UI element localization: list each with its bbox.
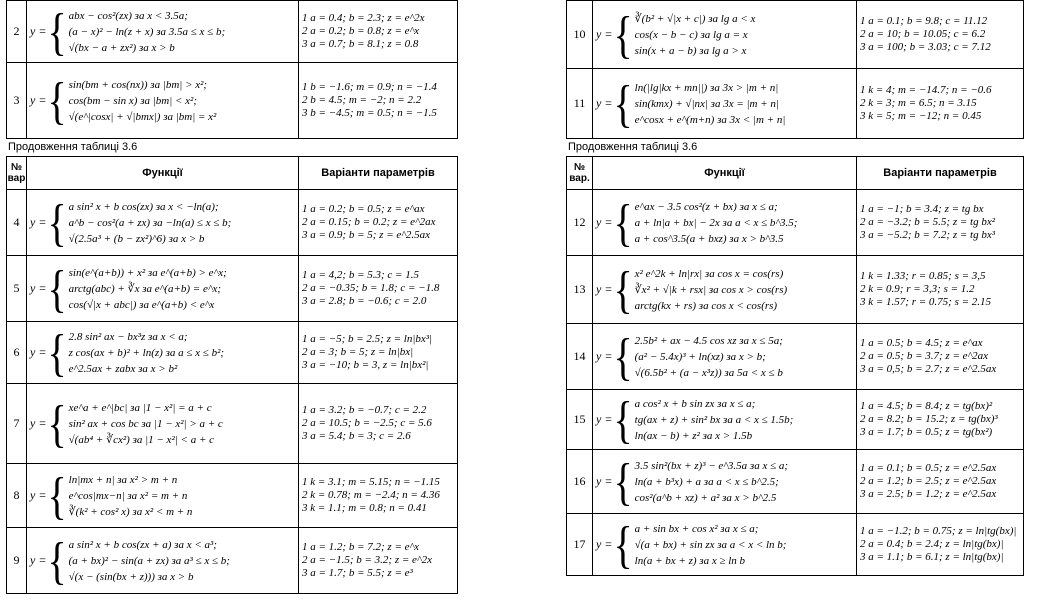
variant-number: 11 xyxy=(567,69,593,139)
parameter-variant: 1 k = 3.1; m = 5.15; n = −1.15 xyxy=(302,476,440,488)
parameters-cell xyxy=(299,322,458,384)
parameters-cell xyxy=(299,528,458,594)
left-brace: { xyxy=(613,389,633,449)
parameter-variants xyxy=(860,462,1020,501)
function-cell xyxy=(27,322,299,384)
function-case: sin(kmx) + √|nx| за 3x = |m + n| xyxy=(634,97,779,110)
parameter-variant: 2 a = −1.5; b = 3.2; z = e^2x xyxy=(302,554,432,566)
function-case: sin² ax + cos bc за |1 − x²| > a + c xyxy=(68,417,223,430)
table-row xyxy=(567,390,1024,450)
parameters-cell xyxy=(857,390,1024,450)
parameter-variants xyxy=(302,541,454,580)
function-case: z cos(ax + b)² + ln(z) за a ≤ x ≤ b²; xyxy=(68,346,225,359)
function-y-label: y = xyxy=(30,345,47,359)
piecewise-function xyxy=(596,192,853,252)
function-y-label: y = xyxy=(596,27,613,41)
table-row xyxy=(7,1,458,63)
function-case: ln(a + b³x) + a за a < x ≤ b^2.5; xyxy=(634,475,779,488)
table-caption-right: Продовження таблиці 3.6 xyxy=(568,141,698,153)
table-row xyxy=(567,324,1024,390)
function-cases xyxy=(69,265,227,313)
variant-number: 8 xyxy=(7,464,27,528)
piecewise-function xyxy=(596,4,853,64)
function-case: e^2.5ax + zabx за x > b² xyxy=(68,362,178,375)
function-case: a + cos^3.5(a + bxz) за x > b^3.5 xyxy=(634,232,784,245)
function-cases xyxy=(69,199,232,247)
function-y-label: y = xyxy=(596,282,613,296)
parameter-variant: 3 a = 1.1; b = 6.1; z = ln|tg(bx)| xyxy=(860,551,1004,563)
parameter-variant: 1 a = 0.2; b = 0.5; z = e^ax xyxy=(302,203,425,215)
function-case: √(2.5a³ + (b − zx²)^6) за x > b xyxy=(68,232,205,245)
variant-number: 10 xyxy=(567,1,593,69)
function-cell xyxy=(27,63,299,139)
table-row xyxy=(7,384,458,464)
parameter-variant: 1 a = 4.5; b = 8.4; z = tg(bx)² xyxy=(860,400,993,412)
left-brace: { xyxy=(47,530,67,590)
table-header xyxy=(7,157,458,190)
piecewise-function xyxy=(30,192,295,252)
piecewise-function xyxy=(596,259,853,319)
parameter-variant: 2 k = 3; m = 6.5; n = 3.15 xyxy=(860,97,977,109)
function-case: e^ax − 3.5 cos²(z + bx) за x ≤ a; xyxy=(634,200,778,213)
function-case: 3.5 sin²(bx + z)³ − e^3.5a за x ≤ a; xyxy=(634,459,789,472)
function-y-label: y = xyxy=(596,537,613,551)
function-y-label: y = xyxy=(596,215,613,229)
parameter-variant: 3 a = 0,5; b = 2.7; z = e^2.5ax xyxy=(860,363,997,375)
parameter-variant: 3 a = 0.7; b = 8.1; z = 0.8 xyxy=(302,38,419,50)
parameters-cell xyxy=(299,63,458,139)
parameters-cell xyxy=(299,1,458,63)
function-case: √(bx − a + zx²) за x > b xyxy=(68,41,175,54)
parameter-variant: 3 b = −4.5; m = 0.5; n = −1.5 xyxy=(302,107,437,119)
function-cases xyxy=(635,11,756,59)
parameter-variant: 1 a = 3.2; b = −0.7; c = 2.2 xyxy=(302,404,427,416)
parameter-variant: 1 a = −1; b = 3.4; z = tg bx xyxy=(860,203,984,215)
function-cases xyxy=(635,80,786,128)
piecewise-function xyxy=(30,1,295,61)
function-cases xyxy=(69,8,225,56)
table-row xyxy=(7,63,458,139)
left-brace: { xyxy=(613,4,633,64)
function-cases xyxy=(635,266,788,314)
piecewise-function xyxy=(596,451,853,511)
table-row xyxy=(567,69,1024,139)
table-row xyxy=(7,256,458,322)
function-cell xyxy=(27,464,299,528)
table-row xyxy=(567,514,1024,576)
parameter-variant: 1 a = 1.2; b = 7.2; z = e^x xyxy=(302,541,420,553)
function-case: ln(|lg|kx + mn||) за 3x > |m + n| xyxy=(634,81,779,94)
parameter-variants xyxy=(302,81,454,120)
left-brace: { xyxy=(613,73,633,133)
header-variant-number: № вар xyxy=(7,157,27,190)
function-case: (a − x)² − ln(z + x) за 3.5a ≤ x ≤ b; xyxy=(68,25,226,38)
function-cell xyxy=(593,390,857,450)
parameter-variant: 2 k = 0.9; r = 3,3; s = 1.2 xyxy=(860,283,975,295)
parameter-variant: 1 a = −1.2; b = 0.75; z = ln|tg(bx)| xyxy=(860,525,1017,537)
function-case: sin(bm + cos(nx)) за |bm| > x²; xyxy=(68,78,208,91)
function-case: a^b − cos²(a + zx) за −ln(a) ≤ x ≤ b; xyxy=(68,216,232,229)
function-case: e^cosx + e^(m+n) за 3x < |m + n| xyxy=(634,113,786,126)
function-y-label: y = xyxy=(30,488,47,502)
function-y-label: y = xyxy=(596,474,613,488)
function-case: ∛(b² + √|x + c|) за lg a < x xyxy=(634,12,756,25)
parameter-variant: 2 a = 0.15; b = 0.2; z = e^2ax xyxy=(302,216,436,228)
function-cases xyxy=(69,329,224,377)
variant-number: 14 xyxy=(567,324,593,390)
parameter-variants xyxy=(302,476,454,515)
piecewise-function xyxy=(30,465,295,525)
function-case: x² e^2k + ln|rx| за cos x = cos(rs) xyxy=(634,267,784,280)
piecewise-function xyxy=(30,322,295,382)
function-cases xyxy=(69,537,230,585)
table-row xyxy=(567,1,1024,69)
table-top-right xyxy=(566,0,1024,139)
function-case: √(a + bx) + sin zx за a < x < ln b; xyxy=(634,538,787,551)
function-cell xyxy=(27,384,299,464)
parameter-variants xyxy=(302,203,454,242)
variant-number: 6 xyxy=(7,322,27,384)
parameter-variant: 3 a = 5.4; b = 3; c = 2.6 xyxy=(302,430,411,442)
function-case: sin(x + a − b) за lg a > x xyxy=(634,44,747,57)
parameters-cell xyxy=(857,450,1024,514)
parameter-variant: 3 a = 2.5; b = 1.2; z = e^2.5ax xyxy=(860,488,997,500)
function-case: tg(ax + z) + sin² bx за a < x ≤ 1.5b; xyxy=(634,413,794,426)
table-row xyxy=(7,464,458,528)
function-y-label: y = xyxy=(30,215,47,229)
parameters-cell xyxy=(857,514,1024,576)
function-case: ∛x² + √|k + rsx| за cos x > cos(rs) xyxy=(634,283,788,296)
function-case: ln(a + bx + z) за x ≥ ln b xyxy=(634,554,746,567)
left-brace: { xyxy=(613,326,633,386)
left-column xyxy=(6,0,458,594)
header-variant-number: № вар. xyxy=(567,157,593,190)
function-case: e^cos|mx−n| за x² = m + n xyxy=(68,489,188,502)
parameter-variants xyxy=(860,400,1020,439)
function-case: √(6.5b² + (a − x³z)) за 5a < x ≤ b xyxy=(634,366,783,379)
parameter-variants xyxy=(302,404,454,443)
function-cell xyxy=(593,256,857,324)
parameters-cell xyxy=(857,69,1024,139)
table-main-right xyxy=(566,156,1024,576)
left-brace: { xyxy=(47,258,67,318)
parameter-variants xyxy=(860,337,1020,376)
function-case: √(e^|cosx| + √|bmx|) за |bm| = x² xyxy=(68,110,217,123)
piecewise-function xyxy=(596,514,853,574)
parameter-variant: 3 a = −5.2; b = 7.2; z = tg bx³ xyxy=(860,229,996,241)
parameter-variant: 2 a = −0.35; b = 1.8; c = −1.8 xyxy=(302,282,440,294)
function-cell xyxy=(593,190,857,256)
function-cases xyxy=(635,458,788,506)
left-brace: { xyxy=(613,514,633,574)
parameter-variants xyxy=(302,333,454,372)
header-parameters: Варіанти параметрів xyxy=(299,157,458,190)
left-brace: { xyxy=(47,322,67,382)
variant-number: 15 xyxy=(567,390,593,450)
parameter-variant: 1 a = 0.1; b = 0.5; z = e^2.5ax xyxy=(860,462,997,474)
parameter-variant: 2 k = 0.78; m = −2.4; n = 4.36 xyxy=(302,489,440,501)
variant-number: 17 xyxy=(567,514,593,576)
parameter-variant: 2 a = 3; b = 5; z = ln|bx| xyxy=(302,346,414,358)
parameter-variant: 2 a = 8.2; b = 15.2; z = tg(bx)³ xyxy=(860,413,998,425)
variant-number: 2 xyxy=(7,1,27,63)
function-y-label: y = xyxy=(596,412,613,426)
parameter-variants xyxy=(860,203,1020,242)
variant-number: 9 xyxy=(7,528,27,594)
parameter-variant: 3 k = 1.57; r = 0.75; s = 2.15 xyxy=(860,296,992,308)
function-case: a sin² x + b cos(zx) за x < −ln(a); xyxy=(68,200,219,213)
parameter-variants xyxy=(860,84,1020,123)
piecewise-function xyxy=(30,70,295,130)
left-brace: { xyxy=(47,192,67,252)
parameter-variant: 2 a = 1.2; b = 2.5; z = e^2.5ax xyxy=(860,475,997,487)
function-case: sin(e^(a+b)) + x² за e^(a+b) > e^x; xyxy=(68,266,227,279)
function-y-label: y = xyxy=(596,96,613,110)
function-cases xyxy=(635,396,794,444)
function-cases xyxy=(69,400,223,448)
header-functions: Функції xyxy=(593,157,857,190)
parameter-variant: 3 a = 1.7; b = 0.5; z = tg(bx²) xyxy=(860,426,993,438)
parameter-variant: 1 a = 0.1; b = 9.8; c = 11.12 xyxy=(860,15,988,27)
left-brace: { xyxy=(613,192,633,252)
function-case: cos(√|x + abc|) за e^(a+b) < e^x xyxy=(68,298,215,311)
header-functions: Функції xyxy=(27,157,299,190)
left-brace: { xyxy=(613,451,633,511)
function-case: a + sin bx + cos x² за x ≤ a; xyxy=(634,522,759,535)
function-cases xyxy=(635,521,787,569)
variant-number: 5 xyxy=(7,256,27,322)
function-cell xyxy=(27,1,299,63)
function-case: cos(bm − sin x) за |bm| < x²; xyxy=(68,94,198,107)
function-case: √(ab⁴ + ∛cx²) за |1 − x²| < a + c xyxy=(68,433,214,446)
function-case: (a + bx)² − sin(a + zx) за a³ ≤ x ≤ b; xyxy=(68,554,230,567)
function-case: ∛(k² + cos² x) за x² < m + n xyxy=(68,505,193,518)
parameters-cell xyxy=(299,464,458,528)
variant-number: 12 xyxy=(567,190,593,256)
table-header xyxy=(567,157,1024,190)
piecewise-function xyxy=(30,258,295,318)
function-case: ln(ax − b) + z² за x > 1.5b xyxy=(634,429,753,442)
parameter-variant: 1 k = 1.33; r = 0.85; s = 3,5 xyxy=(860,270,986,282)
function-case: cos(x − b − c) за lg a = x xyxy=(634,28,748,41)
left-brace: { xyxy=(47,70,67,130)
parameter-variant: 2 a = 10; b = 10.05; c = 6.2 xyxy=(860,28,986,40)
parameter-variant: 3 a = 100; b = 3.03; c = 7.12 xyxy=(860,41,991,53)
variant-number: 4 xyxy=(7,190,27,256)
function-cell xyxy=(593,324,857,390)
parameters-cell xyxy=(857,256,1024,324)
function-case: abx − cos²(zx) за x < 3.5a; xyxy=(68,9,188,22)
table-row xyxy=(7,528,458,594)
parameters-cell xyxy=(299,384,458,464)
piecewise-function xyxy=(596,389,853,449)
function-cases xyxy=(69,77,217,125)
parameter-variant: 2 a = 0.2; b = 0.8; z = e^x xyxy=(302,25,420,37)
function-y-label: y = xyxy=(30,281,47,295)
piecewise-function xyxy=(596,73,853,133)
function-case: arctg(abc) + ∛x за e^(a+b) = e^x; xyxy=(68,282,222,295)
function-case: ln|mx + n| за x² > m + n xyxy=(68,473,178,486)
parameter-variant: 2 b = 4.5; m = −2; n = 2.2 xyxy=(302,94,422,106)
parameter-variants xyxy=(302,12,454,51)
function-y-label: y = xyxy=(30,416,47,430)
parameter-variant: 3 a = 1.7; b = 5.5; z = e³ xyxy=(302,567,413,579)
left-brace: { xyxy=(47,393,67,453)
piecewise-function xyxy=(30,530,295,590)
function-cell xyxy=(593,1,857,69)
function-y-label: y = xyxy=(30,24,47,38)
function-case: cos²(a^b + xz) + a² за x > b^2.5 xyxy=(634,491,777,504)
function-cases xyxy=(635,199,798,247)
parameter-variant: 2 a = 10.5; b = −2.5; c = 5.6 xyxy=(302,417,432,429)
parameter-variant: 2 a = 0.4; b = 2.4; z = ln|tg(bx)| xyxy=(860,538,1004,550)
parameters-cell xyxy=(857,1,1024,69)
function-y-label: y = xyxy=(30,93,47,107)
parameter-variant: 2 a = −3.2; b = 5.5; z = tg bx² xyxy=(860,216,996,228)
parameters-cell xyxy=(299,256,458,322)
table-main-left xyxy=(6,156,458,594)
function-cell xyxy=(27,256,299,322)
function-case: xe^a + e^|bc| за |1 − x²| = a + c xyxy=(68,401,212,414)
parameter-variants xyxy=(302,269,454,308)
function-cell xyxy=(593,450,857,514)
parameter-variants xyxy=(860,525,1020,564)
left-brace: { xyxy=(47,465,67,525)
parameter-variant: 3 k = 1.1; m = 0.8; n = 0.41 xyxy=(302,502,427,514)
parameters-cell xyxy=(857,324,1024,390)
function-case: 2.5b² + ax − 4.5 cos xz за x ≤ 5a; xyxy=(634,334,783,347)
variant-number: 13 xyxy=(567,256,593,324)
function-cell xyxy=(27,190,299,256)
parameters-cell xyxy=(299,190,458,256)
table-top-left xyxy=(6,0,458,139)
function-cases xyxy=(635,333,783,381)
left-brace: { xyxy=(613,259,633,319)
parameter-variant: 3 a = 2.8; b = −0.6; c = 2.0 xyxy=(302,295,427,307)
function-case: a + ln|a + bx| − 2x за a < x ≤ b^3.5; xyxy=(634,216,798,229)
left-brace: { xyxy=(47,1,67,61)
parameter-variant: 3 a = −10; b = 3, z = ln|bx²| xyxy=(302,359,429,371)
function-case: a cos² x + b sin zx за x ≤ a; xyxy=(634,397,756,410)
variant-number: 3 xyxy=(7,63,27,139)
function-cell xyxy=(27,528,299,594)
function-case: √(x − (sin(bx + z))) за x > b xyxy=(68,570,194,583)
table-row xyxy=(7,190,458,256)
parameter-variant: 1 a = 4,2; b = 5.3; c = 1.5 xyxy=(302,269,419,281)
parameter-variant: 1 b = −1.6; m = 0.9; n = −1.4 xyxy=(302,81,437,93)
parameter-variants xyxy=(860,270,1020,309)
parameters-cell xyxy=(857,190,1024,256)
parameter-variant: 2 a = 0.5; b = 3.7; z = e^2ax xyxy=(860,350,989,362)
parameter-variant: 1 a = 0.4; b = 2.3; z = e^2x xyxy=(302,12,425,24)
function-case: arctg(kx + rs) за cos x < cos(rs) xyxy=(634,299,778,312)
parameter-variant: 1 k = 4; m = −14.7; n = −0.6 xyxy=(860,84,992,96)
function-y-label: y = xyxy=(30,553,47,567)
function-cases xyxy=(69,472,193,520)
table-row xyxy=(567,450,1024,514)
right-column xyxy=(566,0,1024,576)
function-y-label: y = xyxy=(596,349,613,363)
table-row xyxy=(567,190,1024,256)
function-case: a sin² x + b cos(zx + a) за x < a³; xyxy=(68,538,217,551)
function-case: 2.8 sin² ax − bx³z за x < a; xyxy=(68,330,188,343)
parameter-variant: 1 a = 0.5; b = 4.5; z = e^ax xyxy=(860,337,983,349)
piecewise-function xyxy=(596,326,853,386)
parameter-variant: 1 a = −5; b = 2.5; z = ln|bx³| xyxy=(302,333,433,345)
parameter-variant: 3 k = 5; m = −12; n = 0.45 xyxy=(860,110,982,122)
function-case: (a² − 5.4x)³ + ln(xz) за x > b; xyxy=(634,350,766,363)
variant-number: 7 xyxy=(7,384,27,464)
function-cell xyxy=(593,69,857,139)
variant-number: 16 xyxy=(567,450,593,514)
parameter-variants xyxy=(860,15,1020,54)
table-row xyxy=(7,322,458,384)
parameter-variant: 3 a = 0.9; b = 5; z = e^2.5ax xyxy=(302,229,431,241)
table-caption-left: Продовження таблиці 3.6 xyxy=(8,141,138,153)
function-cell xyxy=(593,514,857,576)
table-row xyxy=(567,256,1024,324)
header-parameters: Варіанти параметрів xyxy=(857,157,1024,190)
piecewise-function xyxy=(30,393,295,453)
